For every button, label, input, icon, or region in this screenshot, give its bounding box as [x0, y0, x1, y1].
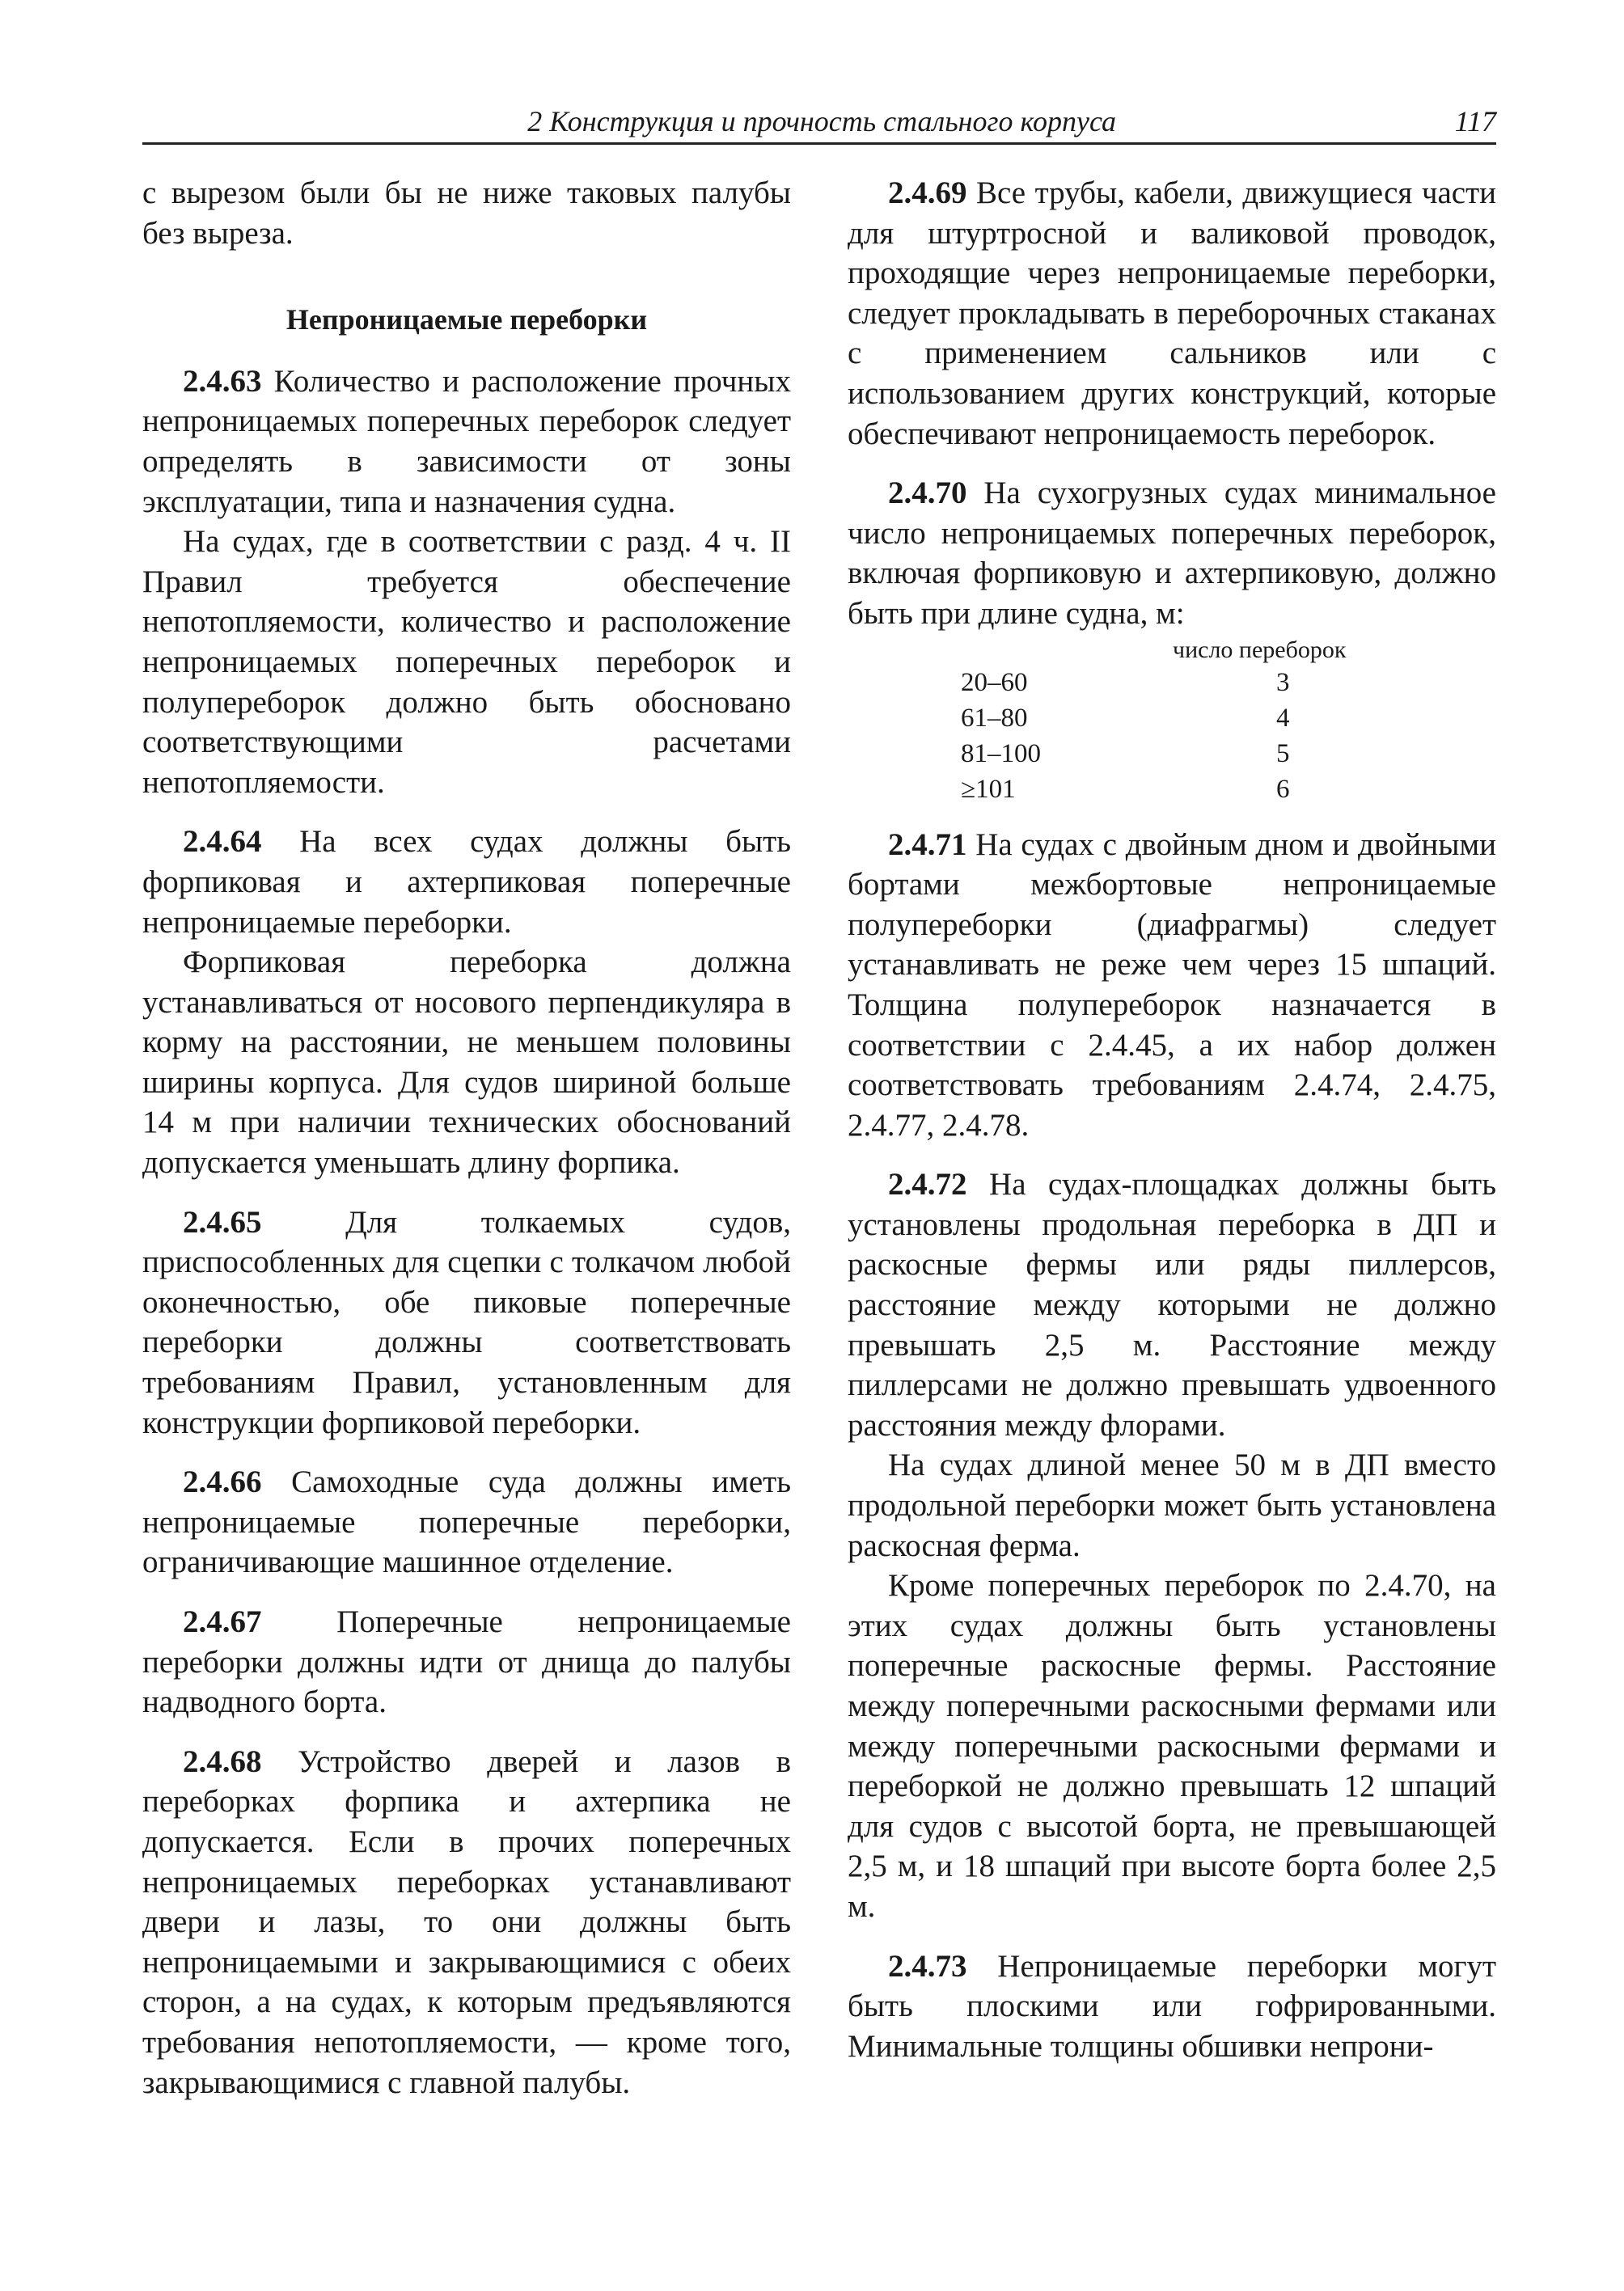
paragraph [848, 1445, 1496, 1566]
clause-number: 2.4.69 [888, 175, 967, 210]
table-row [848, 773, 1496, 807]
clause-2-4-67 [142, 1602, 791, 1722]
clause-2-4-65 [142, 1203, 791, 1443]
paragraph [142, 522, 791, 802]
running-title: 2 Конструкция и прочность стального корпуса [527, 105, 1116, 137]
clause-text: На сухогрузных судах минимальное число непроницаемых поперечных переборок, включая форпиковую и ахтерпиковую, должно быть при длине судна, м: [848, 476, 1496, 631]
paragraph-text: Форпиковая переборка должна устанавливаться от носового перпендикуляра в корму на расстоянии, не меньшем половины ширины корпуса. Для судов шириной больше 14 м при наличии технических обоснований допускается уменьшать длину форпика. [142, 945, 791, 1181]
clause-text: Все трубы, кабели, движущиеся части для штуртросной и валиковой проводок, проходящие через непроницаемые переборки, следует прокладывать в переборочных стаканах с применением сальников или с использованием других конструкций, которые обеспечивают непроницаемость переборок. [848, 175, 1496, 451]
length-cell: 81–100 [961, 738, 1041, 768]
clause-text: Самоходные суда должны иметь непроницаемые поперечные переборки, ограничивающие машинное отделение. [142, 1465, 791, 1580]
table-row [848, 666, 1496, 700]
clause-2-4-70 [848, 473, 1496, 633]
clause-2-4-68 [142, 1742, 791, 2103]
clause-number: 2.4.63 [183, 363, 262, 399]
clause-text: Количество и расположение прочных непроницаемых поперечных переборок следует определять в зависимости от зоны эксплуатации, типа и назначения судна. [142, 363, 791, 519]
clause-2-4-64 [142, 822, 791, 942]
table-row [848, 702, 1496, 736]
clause-text: Устройство дверей и лазов в переборках форпика и ахтерпика не допускается. Если в прочих поперечных непроницаемых переборках устанавливают двери и лазы, то они должны быть непроницаемыми и закрывающимися с обеих сторон, а на судах, к которым предъявляются требования непотопляемости, — кроме того, закрывающимися с главной палубы. [142, 1744, 791, 2100]
clause-text: На всех судах должны быть форпиковая и ахтерпиковая поперечные непроницаемые переборки. [142, 824, 791, 940]
clause-number: 2.4.70 [888, 476, 967, 511]
clause-2-4-71 [848, 825, 1496, 1146]
paragraph-text: Кроме поперечных переборок по 2.4.70, на этих судах должны быть установлены поперечные раскосные фермы. Расстояние между поперечными раскосными фермами или между поперечными раскосными фермами и переборкой не должно превышать 12 шпаций для судов с высотой борта, не превышающей 2,5 м, и 18 шпаций при высоте борта более 2,5 м. [848, 1568, 1496, 1924]
clause-text: Для толкаемых судов, приспособленных для сцепки с толкачом любой оконечностью, обе пиковые поперечные переборки должны соответствовать требованиям Правил, установленным для конструкции форпиковой переборки. [142, 1204, 791, 1440]
section-heading: Непроницаемые переборки [285, 303, 648, 336]
right-column [848, 173, 1496, 2066]
count-cell: 5 [1276, 738, 1290, 768]
clause-number: 2.4.72 [888, 1167, 967, 1203]
clause-number: 2.4.68 [183, 1744, 262, 1779]
clause-number: 2.4.71 [888, 826, 967, 862]
clause-text: На судах-площадках должны быть установлены продольная переборка в ДП и раскосные фермы или ряды пиллерсов, расстояние между которыми не должно превышать 2,5 м. Расстояние между пиллерсами не должно превышать удвоенного расстояния между флорами. [848, 1167, 1496, 1443]
length-cell: ≥101 [961, 774, 1016, 804]
clause-number: 2.4.65 [183, 1204, 262, 1240]
length-cell: 20–60 [961, 667, 1028, 697]
bulkhead-count-table [848, 636, 1496, 809]
table-row [848, 738, 1496, 771]
clause-number: 2.4.64 [183, 824, 262, 860]
length-cell: 61–80 [961, 703, 1028, 733]
left-column [142, 173, 791, 2103]
paragraph [142, 942, 791, 1183]
continued-paragraph: с вырезом были бы не ниже таковых палубы без выреза. [142, 175, 791, 251]
running-header [142, 100, 1496, 145]
paragraph-text: На судах, где в соответствии с разд. 4 ч. II Правил требуется обеспечение непотопляемости, количество и расположение непроницаемых поперечных переборок и полупереборок должно быть обосновано соответствующими расчетами непотопляемости. [142, 524, 791, 800]
clause-number: 2.4.67 [183, 1604, 262, 1639]
table-header: число переборок [1173, 636, 1347, 663]
clause-text: На судах с двойным дном и двойными бортами межбортовые непроницаемые полупереборки (диафрагмы) следует устанавливать не реже чем через 15 шпаций. Толщина полупереборок назначается в соответствии с 2.4.45, а их набор должен соответствовать требованиям 2.4.74, 2.4.75, 2.4.77, 2.4.78. [848, 826, 1496, 1143]
count-cell: 6 [1276, 774, 1290, 804]
clause-2-4-66 [142, 1462, 791, 1583]
paragraph-text: На судах длиной менее 50 м в ДП вместо продольной переборки может быть установлена раскосная ферма. [848, 1448, 1496, 1563]
clause-number: 2.4.66 [183, 1465, 262, 1500]
clause-2-4-73 [848, 1947, 1496, 2067]
page-number: 117 [1454, 105, 1496, 137]
count-cell: 4 [1276, 703, 1290, 733]
clause-text: Непроницаемые переборки могут быть плоскими или гофрированными. Минимальные толщины обшивки непрони- [848, 1948, 1496, 2064]
clause-number: 2.4.73 [888, 1948, 967, 1984]
clause-2-4-69 [848, 173, 1496, 454]
paragraph [848, 1566, 1496, 1926]
clause-text: Поперечные непроницаемые переборки должны идти от днища до палубы надводного борта. [142, 1604, 791, 1720]
count-cell: 3 [1276, 667, 1290, 697]
clause-2-4-72 [848, 1165, 1496, 1445]
clause-2-4-63 [142, 361, 791, 522]
